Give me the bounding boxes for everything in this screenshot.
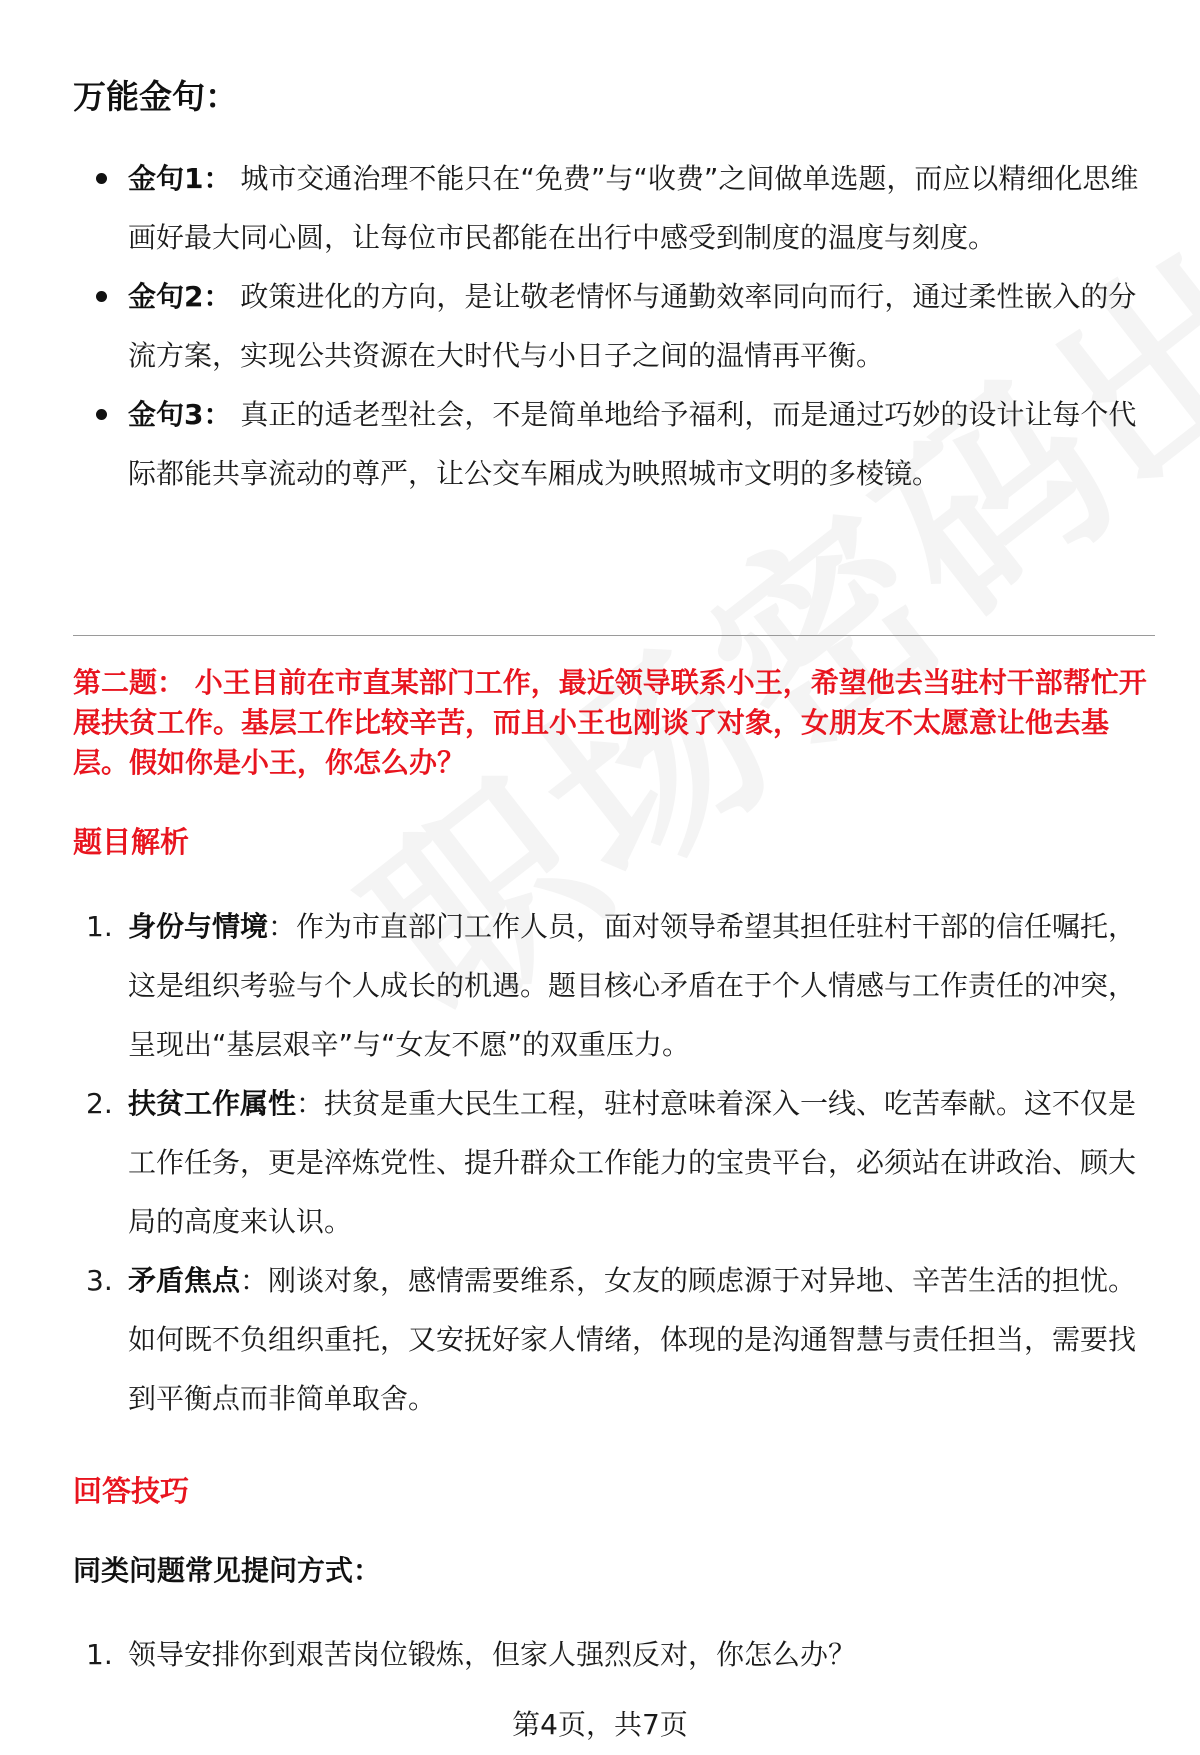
quote-text: 真正的适老型社会，不是简单地给予福利，而是通过巧妙的设计让每个代际都能共享流动的尊严，让公交车厢成为映照城市文明的多棱镜。: [128, 398, 1137, 490]
bullet-icon: [96, 291, 107, 302]
golden-quotes-list: [73, 149, 1155, 503]
list-number: 1.: [86, 1638, 113, 1671]
quote-text: 政策进化的方向，是让敬老情怀与通勤效率同向而行，通过柔性嵌入的分流方案，实现公共资源在大时代与小日子之间的温情再平衡。: [128, 280, 1137, 372]
item-label: 矛盾焦点: [128, 1264, 241, 1297]
analysis-list: [73, 897, 1155, 1428]
item-text: ：扶贫是重大民生工程，驻村意味着深入一线、吃苦奉献。这不仅是工作任务，更是淬炼党性、提升群众工作能力的宝贵平台，必须站在讲政治、顾大局的高度来认识。: [128, 1087, 1137, 1238]
item-text: ：刚谈对象，感情需要维系，女友的顾虑源于对异地、辛苦生活的担忧。如何既不负组织重托，又安抚好家人情绪，体现的是沟通智慧与责任担当，需要找到平衡点而非简单取舍。: [128, 1264, 1137, 1415]
section-title-similar-questions: 同类问题常见提问方式：: [73, 1554, 382, 1587]
section-title-analysis: 题目解析: [73, 825, 190, 859]
list-number: 3.: [86, 1264, 113, 1297]
list-number: 1.: [86, 910, 113, 943]
list-item: [73, 1074, 1155, 1251]
bullet-icon: [96, 173, 107, 184]
question-label: 第二题：: [73, 666, 186, 699]
item-text: ：作为市直部门工作人员，面对领导希望其担任驻村干部的信任嘱托，这是组织考验与个人成长的机遇。题目核心矛盾在于个人情感与工作责任的冲突，呈现出“基层艰辛”与“女友不愿”的双重压力。: [128, 910, 1137, 1061]
similar-questions-list: [73, 1625, 1155, 1684]
item-label: 扶贫工作属性: [128, 1087, 297, 1120]
list-item: [73, 385, 1155, 503]
question-block: [73, 663, 1155, 783]
question-text: 小王目前在市直某部门工作，最近领导联系小王，希望他去当驻村干部帮忙开展扶贫工作。基层工作比较辛苦，而且小王也刚谈了对象，女朋友不太愿意让他去基层。假如你是小王，你怎么办？: [73, 666, 1147, 779]
section-title-golden-quotes: 万能金句：: [73, 77, 238, 116]
list-item: [73, 1625, 1155, 1684]
item-text: 领导安排你到艰苦岗位锻炼，但家人强烈反对，你怎么办？: [128, 1638, 857, 1671]
quote-label: 金句1：: [128, 162, 232, 195]
quote-label: 金句3：: [128, 398, 232, 431]
page-footer: 第4页，共7页: [512, 1708, 688, 1741]
quote-label: 金句2：: [128, 280, 232, 313]
item-label: 身份与情境: [128, 910, 269, 943]
bullet-icon: [96, 409, 107, 420]
section-divider: [73, 635, 1155, 636]
list-item: [73, 149, 1155, 267]
list-number: 2.: [86, 1087, 113, 1120]
quote-text: 城市交通治理不能只在“免费”与“收费”之间做单选题，而应以精细化思维画好最大同心圆，让每位市民都能在出行中感受到制度的温度与刻度。: [128, 162, 1139, 254]
section-title-answer-tips: 回答技巧: [73, 1474, 190, 1508]
list-item: [73, 267, 1155, 385]
list-item: [73, 897, 1155, 1074]
list-item: [73, 1251, 1155, 1428]
